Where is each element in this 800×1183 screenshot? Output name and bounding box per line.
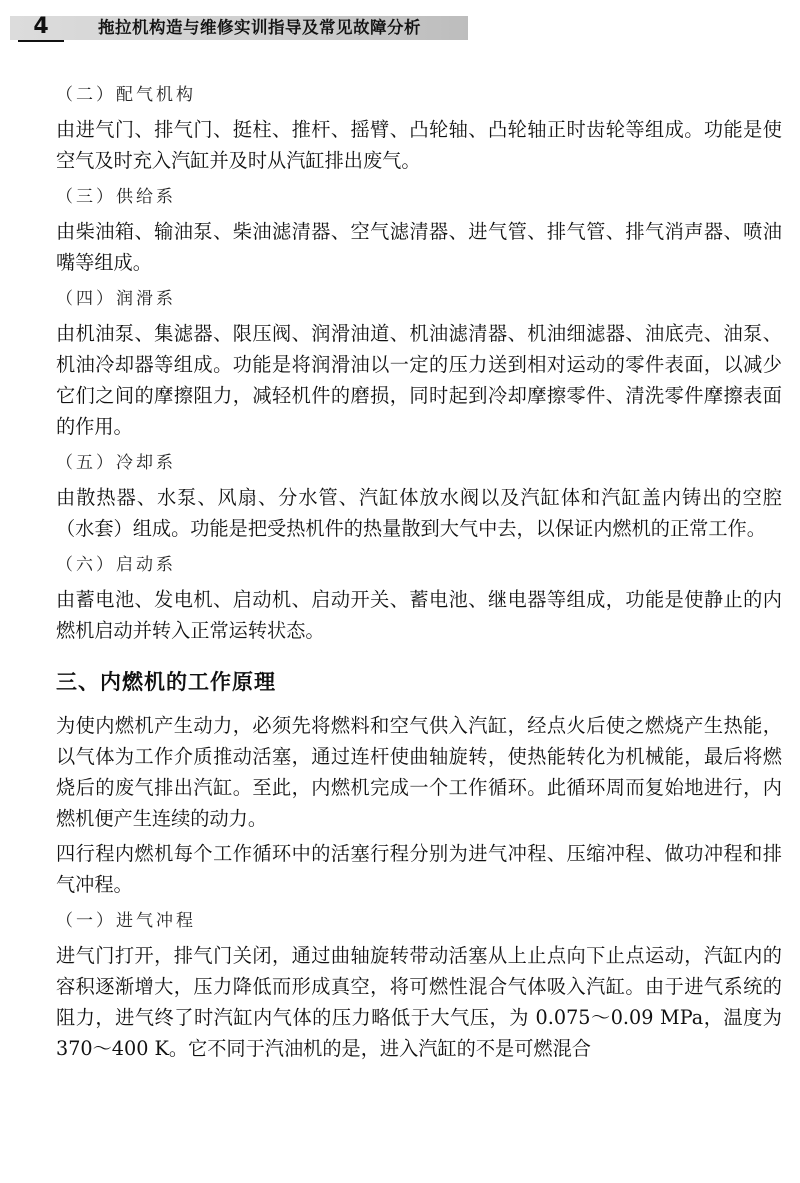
section-subtitle-starting: （六）启动系 bbox=[56, 555, 176, 575]
section-subtitle-fuel-system: （三）供给系 bbox=[56, 187, 176, 207]
page-header bbox=[10, 16, 468, 40]
book-title: 拖拉机构造与维修实训指导及常见故障分析 bbox=[98, 18, 421, 37]
principle-paragraph-1: 为使内燃机产生动力，必须先将燃料和空气供入汽缸，经点火后使之燃烧产生热能，以气体为工作介质推动活塞，通过连杆使曲轴旋转，使热能转化为机械能，最后将燃烧后的废气排出汽缸。至此，内燃机完成一个工作循环。此循环周而复始地进行，内燃机便产生连续的动力。 bbox=[56, 714, 782, 830]
principle-paragraph-2: 四行程内燃机每个工作循环中的活塞行程分别为进气冲程、压缩冲程、做功冲程和排气冲程。 bbox=[56, 842, 782, 896]
section-text-intake-stroke: 进气门打开，排气门关闭，通过曲轴旋转带动活塞从上止点向下止点运动，汽缸内的容积逐渐增大，压力降低而形成真空，将可燃性混合气体吸入汽缸。由于进气系统的阻力，进气终了时汽缸内气体的压力略低于大气压，为 0.075～0.09 MPa，温度为 370～400 K。它不同于汽油机的是，进入汽缸的不是可燃混合 bbox=[56, 944, 782, 1060]
section-text-valve-train: 由进气门、排气门、挺柱、推杆、摇臂、凸轮轴、凸轮轴正时齿轮等组成。功能是使空气及时充入汽缸并及时从汽缸排出废气。 bbox=[56, 118, 782, 172]
section-text-lubrication: 由机油泵、集滤器、限压阀、润滑油道、机油滤清器、机油细滤器、油底壳、油泵、机油冷却器等组成。功能是将润滑油以一定的压力送到相对运动的零件表面，以减少它们之间的摩擦阻力，减轻机件的磨损，同时起到冷却摩擦零件、清洗零件摩擦表面的作用。 bbox=[56, 322, 782, 438]
section-text-cooling: 由散热器、水泵、风扇、分水管、汽缸体放水阀以及汽缸体和汽缸盖内铸出的空腔（水套）组成。功能是把受热机件的热量散到大气中去，以保证内燃机的正常工作。 bbox=[56, 486, 782, 540]
section-subtitle-intake-stroke: （一）进气冲程 bbox=[56, 911, 196, 931]
section-heading-working-principle: 三、内燃机的工作原理 bbox=[56, 670, 276, 694]
section-text-fuel-system: 由柴油箱、输油泵、柴油滤清器、空气滤清器、进气管、排气管、排气消声器、喷油嘴等组成。 bbox=[56, 220, 782, 274]
page-body bbox=[56, 80, 782, 1064]
section-subtitle-valve-train: （二）配气机构 bbox=[56, 85, 196, 105]
section-text-starting: 由蓄电池、发电机、启动机、启动开关、蓄电池、继电器等组成，功能是使静止的内燃机启动并转入正常运转状态。 bbox=[56, 588, 782, 642]
section-subtitle-cooling: （五）冷却系 bbox=[56, 453, 176, 473]
page-number: 4 bbox=[18, 14, 64, 42]
section-subtitle-lubrication: （四）润滑系 bbox=[56, 289, 176, 309]
